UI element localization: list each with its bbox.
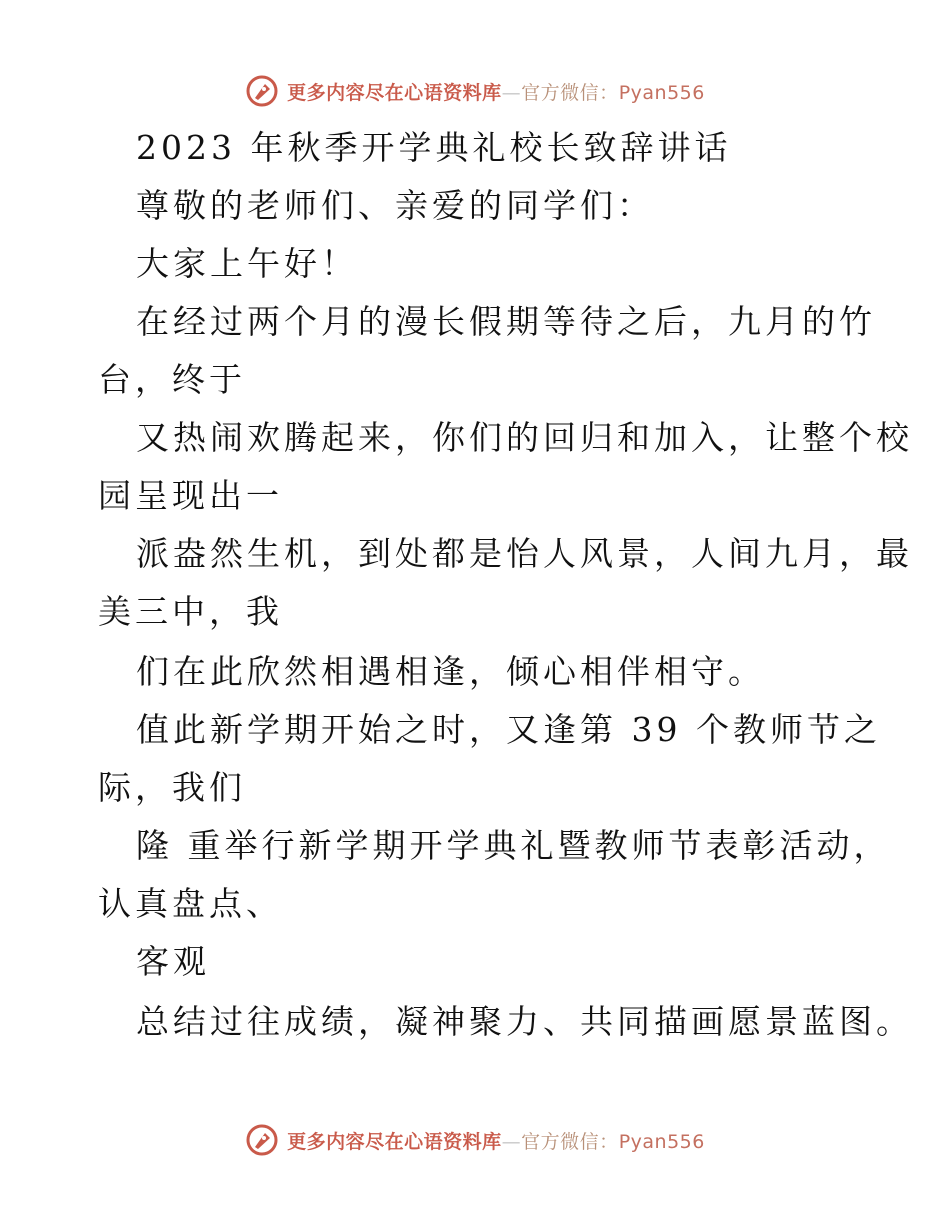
- pen-nib-logo-icon: [245, 1123, 279, 1157]
- footer-watermark: [0, 1120, 950, 1160]
- paragraph-line: 客观: [136, 942, 210, 981]
- paragraph-line: 认真盘点、: [98, 884, 283, 923]
- watermark-official: 官方微信: [521, 81, 600, 104]
- paragraph-line: 值此新学期开始之时，又逢第 39 个教师节之: [136, 710, 881, 749]
- paragraph-line: 们在此欣然相遇相逢，倾心相伴相守。: [136, 652, 765, 691]
- pen-nib-logo-icon: [245, 74, 279, 108]
- watermark-colon: ：: [599, 1130, 619, 1153]
- watermark-official: 官方微信: [521, 1130, 600, 1153]
- watermark-brand: 更多内容尽在心语资料库: [287, 1130, 502, 1153]
- paragraph-line: 又热闹欢腾起来，你们的回归和加入，让整个校: [136, 418, 913, 457]
- watermark-text: [287, 1127, 705, 1154]
- paragraph-line: 派盎然生机，到处都是怡人风景，人间九月，最: [136, 534, 913, 573]
- watermark-colon: ：: [599, 81, 619, 104]
- paragraph-line: 总结过往成绩，凝神聚力、共同描画愿景蓝图。: [136, 1002, 913, 1041]
- salutation: 尊敬的老师们、亲爱的同学们：: [136, 186, 654, 225]
- paragraph-line: 园呈现出一: [98, 476, 283, 515]
- paragraph-line: 美三中，我: [98, 592, 283, 631]
- greeting: 大家上午好！: [136, 244, 358, 283]
- watermark-wechat-id: Pyan556: [618, 81, 705, 104]
- paragraph-line: 际，我们: [98, 768, 246, 807]
- watermark-text: [287, 78, 705, 105]
- watermark-dash: —: [501, 81, 522, 104]
- watermark-dash: —: [501, 1130, 522, 1153]
- paragraph-line: 在经过两个月的漫长假期等待之后，九月的竹: [136, 302, 876, 341]
- watermark-brand: 更多内容尽在心语资料库: [287, 81, 502, 104]
- watermark-wechat-id: Pyan556: [618, 1130, 705, 1153]
- document-title: 2023 年秋季开学典礼校长致辞讲话: [136, 128, 732, 167]
- header-watermark: [0, 71, 950, 111]
- paragraph-line: 台，终于: [98, 360, 246, 399]
- paragraph-line: 隆 重举行新学期开学典礼暨教师节表彰活动，: [136, 826, 891, 865]
